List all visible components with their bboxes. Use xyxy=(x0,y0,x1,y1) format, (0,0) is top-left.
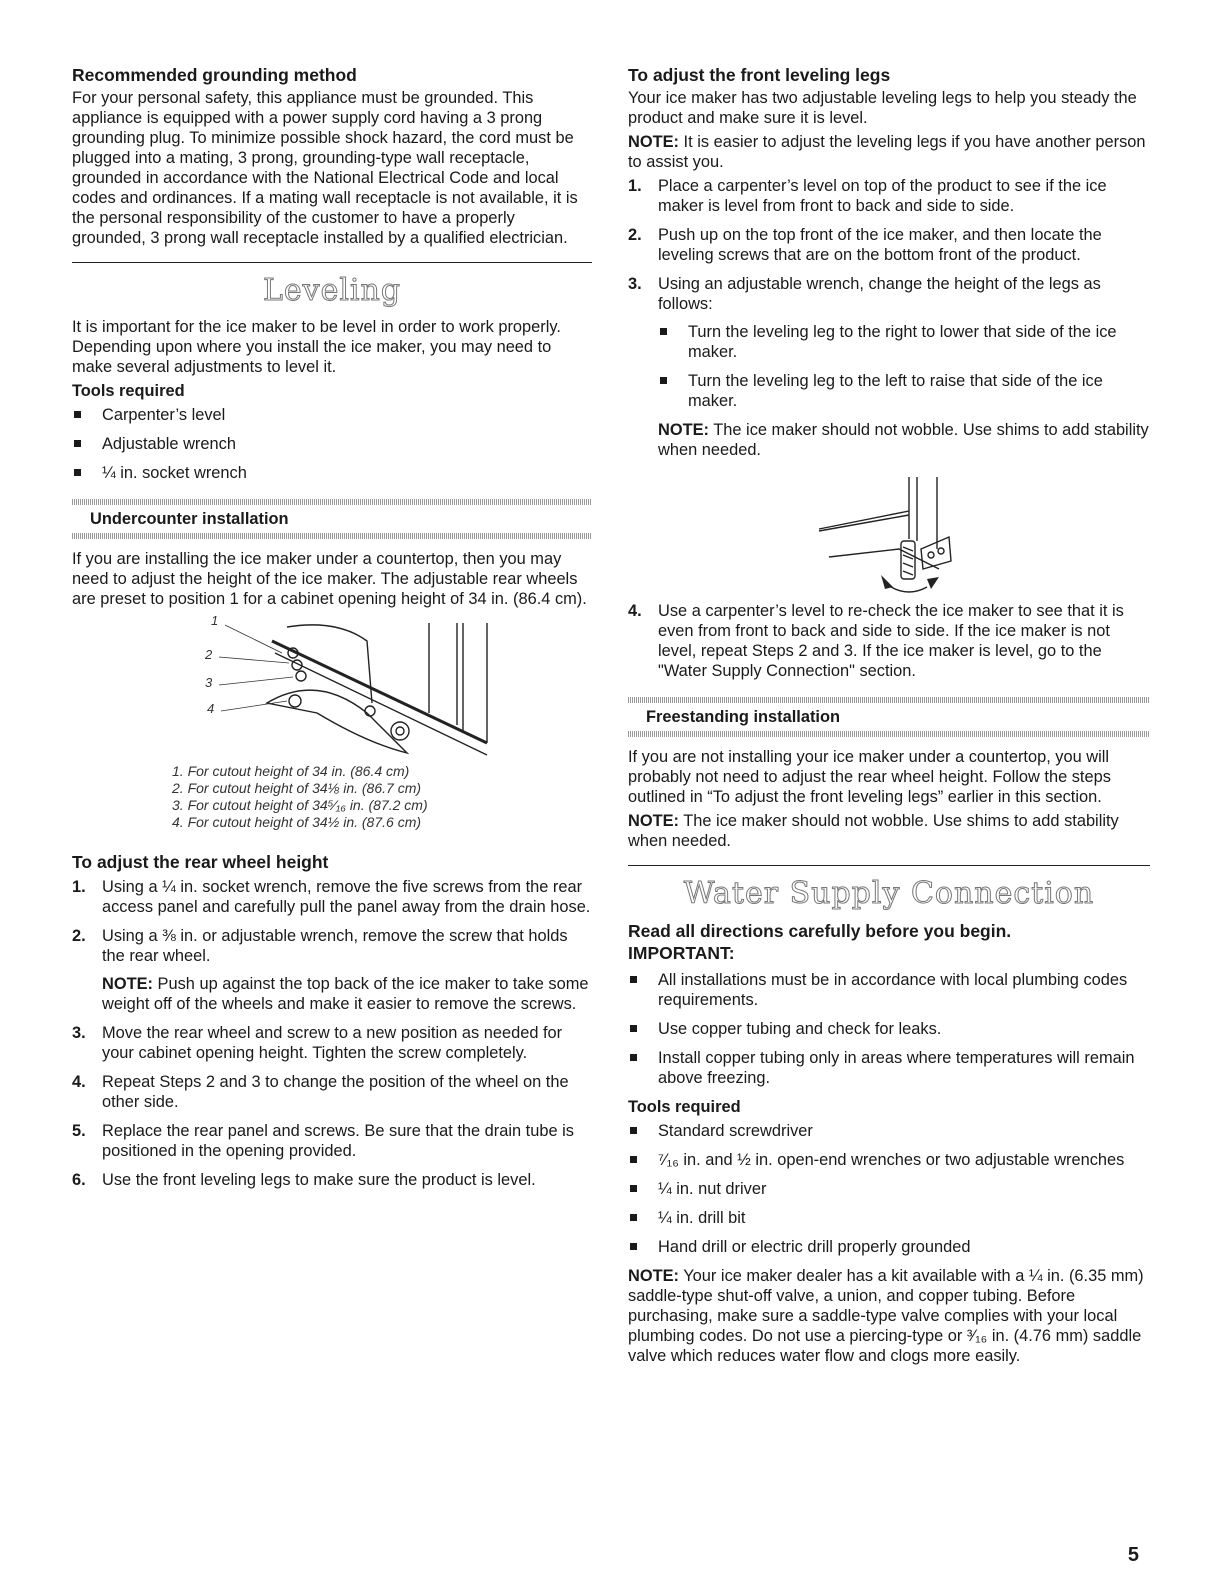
leveling-heading: Leveling xyxy=(262,273,402,308)
water-note: NOTE: Your ice maker dealer has a kit available with a ¼ in. (6.35 mm) saddle-type shut-off valve, a union, and copper tubing. Before purchasing, make sure a saddle-type valve complies with your local plumbing codes. Do not use a piercing-type or ³⁄₁₆ in. (4.76 mm) saddle valve which reduces water flow and clogs more easily. xyxy=(628,1267,1144,1365)
list-item: ⁷⁄₁₆ in. and ½ in. open-end wrenches or two adjustable wrenches xyxy=(628,1150,1150,1170)
front-legs-steps xyxy=(628,176,1150,460)
list-item: All installations must be in accordance with local plumbing codes requirements. xyxy=(628,970,1150,1010)
list-item: 1. Using a ¼ in. socket wrench, remove the five screws from the rear access panel and carefully pull the panel away from the drain hose. xyxy=(72,878,591,916)
list-item: Use copper tubing and check for leaks. xyxy=(628,1019,1150,1039)
diagram-label-3: 3 xyxy=(205,675,213,690)
list-item: Install copper tubing only in areas where temperatures will remain above freezing. xyxy=(628,1048,1150,1088)
front-legs-heading: To adjust the front leveling legs xyxy=(628,65,891,85)
list-item: 3. Move the rear wheel and screw to a new position as needed for your cabinet opening height. Tighten the screw completely. xyxy=(72,1024,563,1062)
list-item: 3. Using an adjustable wrench, change the height of the legs as follows: Turn the leveling leg to the right to lower that side of the ice maker. Turn the leveling leg to the left to raise that side of the ice maker. NOTE: The ice maker should not wobble. Use shims to add stability when needed. xyxy=(628,275,1149,459)
list-item: ¼ in. nut driver xyxy=(628,1179,1150,1199)
list-item: Turn the leveling leg to the left to raise that side of the ice maker. xyxy=(658,371,1150,411)
front-legs-step4 xyxy=(628,601,1150,681)
caption-line: 3. For cutout height of 34⁵⁄₁₆ in. (87.2 cm) xyxy=(172,797,428,813)
rear-wheel-diagram xyxy=(167,613,497,763)
list-item: Hand drill or electric drill properly grounded xyxy=(628,1237,1150,1257)
tools-required-heading: Tools required xyxy=(628,1098,741,1116)
rear-wheel-steps xyxy=(72,877,592,1190)
diagram-caption xyxy=(172,763,592,831)
list-item: 4. Use a carpenter’s level to re-check the ice maker to see that it is even from front to back and side to side. If the ice maker is not level, repeat Steps 2 and 3. If the ice maker is level, go to the "Water Supply Connection" section. xyxy=(628,602,1124,680)
section-divider xyxy=(72,262,592,263)
section-divider xyxy=(628,865,1150,866)
list-item: 6. Use the front leveling legs to make sure the product is level. xyxy=(72,1171,536,1189)
important-heading: IMPORTANT: xyxy=(628,943,735,963)
leveling-tools-list xyxy=(72,405,592,483)
water-supply-heading: Water Supply Connection xyxy=(683,876,1095,911)
read-directions-heading: Read all directions carefully before you begin. xyxy=(628,921,1012,941)
freestanding-subhead xyxy=(628,697,1150,737)
list-item: Turn the leveling leg to the right to lower that side of the ice maker. xyxy=(658,322,1150,362)
diagram-label-4: 4 xyxy=(207,701,215,716)
list-item: Adjustable wrench xyxy=(72,434,592,454)
left-column xyxy=(72,64,592,1199)
important-list xyxy=(628,970,1150,1088)
freestanding-title: Freestanding installation xyxy=(646,708,840,726)
caption-line: 2. For cutout height of 34⅛ in. (86.7 cm) xyxy=(172,780,422,796)
caption-line: 1. For cutout height of 34 in. (86.4 cm) xyxy=(172,763,410,779)
list-item: ¼ in. drill bit xyxy=(628,1208,1150,1228)
list-item: Carpenter’s level xyxy=(72,405,592,425)
hatch-rule xyxy=(628,731,1150,737)
hatch-rule xyxy=(72,533,592,539)
grounding-heading: Recommended grounding method xyxy=(72,65,357,85)
rear-wheel-heading: To adjust the rear wheel height xyxy=(72,852,329,872)
caption-line: 4. For cutout height of 34½ in. (87.6 cm) xyxy=(172,814,422,830)
tools-required-heading: Tools required xyxy=(72,382,185,400)
list-item: ¼ in. socket wrench xyxy=(72,463,592,483)
list-item: 5. Replace the rear panel and screws. Be sure that the drain tube is positioned in the opening provided. xyxy=(72,1122,574,1160)
list-item: 2. Using a ⅜ in. or adjustable wrench, remove the screw that holds the rear wheel. NOTE: Push up against the top back of the ice maker to take some weight off of the wheels and make it easier to remove the screws. xyxy=(72,926,592,1014)
leveling-leg-diagram xyxy=(789,469,989,597)
diagram-label-1: 1 xyxy=(211,613,219,628)
undercounter-subhead xyxy=(72,499,592,539)
step-note: NOTE: Push up against the top back of the ice maker to take some weight off of the wheels and make it easier to remove the screws. xyxy=(102,975,589,1013)
water-tools-list xyxy=(628,1121,1150,1257)
undercounter-title: Undercounter installation xyxy=(90,510,289,528)
page-number: 5 xyxy=(1127,1544,1139,1566)
leveling-intro: It is important for the ice maker to be level in order to work properly. Depending upon where you install the ice maker, you may need to make several adjustments to level it. xyxy=(72,318,561,376)
step-note: NOTE: The ice maker should not wobble. Use shims to add stability when needed. xyxy=(658,421,1149,459)
right-column xyxy=(628,64,1150,1370)
freestanding-note: NOTE: The ice maker should not wobble. Use shims to add stability when needed. xyxy=(628,812,1119,850)
front-legs-intro: Your ice maker has two adjustable leveling legs to help you steady the product and make sure it is level. xyxy=(628,89,1137,127)
undercounter-body: If you are installing the ice maker under a countertop, then you may need to adjust the height of the ice maker. The adjustable rear wheels are preset to position 1 for a cabinet opening height of 34 in. (86.4 cm). xyxy=(72,550,587,608)
diagram-label-2: 2 xyxy=(205,647,213,662)
list-item: 4. Repeat Steps 2 and 3 to change the position of the wheel on the other side. xyxy=(72,1073,569,1111)
freestanding-body: If you are not installing your ice maker under a countertop, you will probably not need to adjust the rear wheel height. Follow the steps outlined in “To adjust the front leveling legs” earlier in this section. xyxy=(628,748,1111,806)
leg-direction-list xyxy=(658,322,1150,411)
list-item: Standard screwdriver xyxy=(628,1121,1150,1141)
list-item: 1. Place a carpenter’s level on top of the product to see if the ice maker is level from front to back and side to side. xyxy=(628,177,1107,215)
list-item: 2. Push up on the top front of the ice maker, and then locate the leveling screws that are on the bottom front of the product. xyxy=(628,226,1102,264)
grounding-body: For your personal safety, this appliance must be grounded. This appliance is equipped with a power supply cord having a 3 prong grounding plug. To minimize possible shock hazard, the cord must be plugged into a mating, 3 prong, grounding-type wall receptacle, grounded in accordance with the National Electrical Code and local codes and ordinances. If a mating wall receptacle is not available, it is the personal responsibility of the customer to have a properly grounded, 3 prong wall receptacle installed by a qualified electrician. xyxy=(72,89,578,247)
front-legs-note: NOTE: It is easier to adjust the leveling legs if you have another person to assist you. xyxy=(628,133,1146,171)
